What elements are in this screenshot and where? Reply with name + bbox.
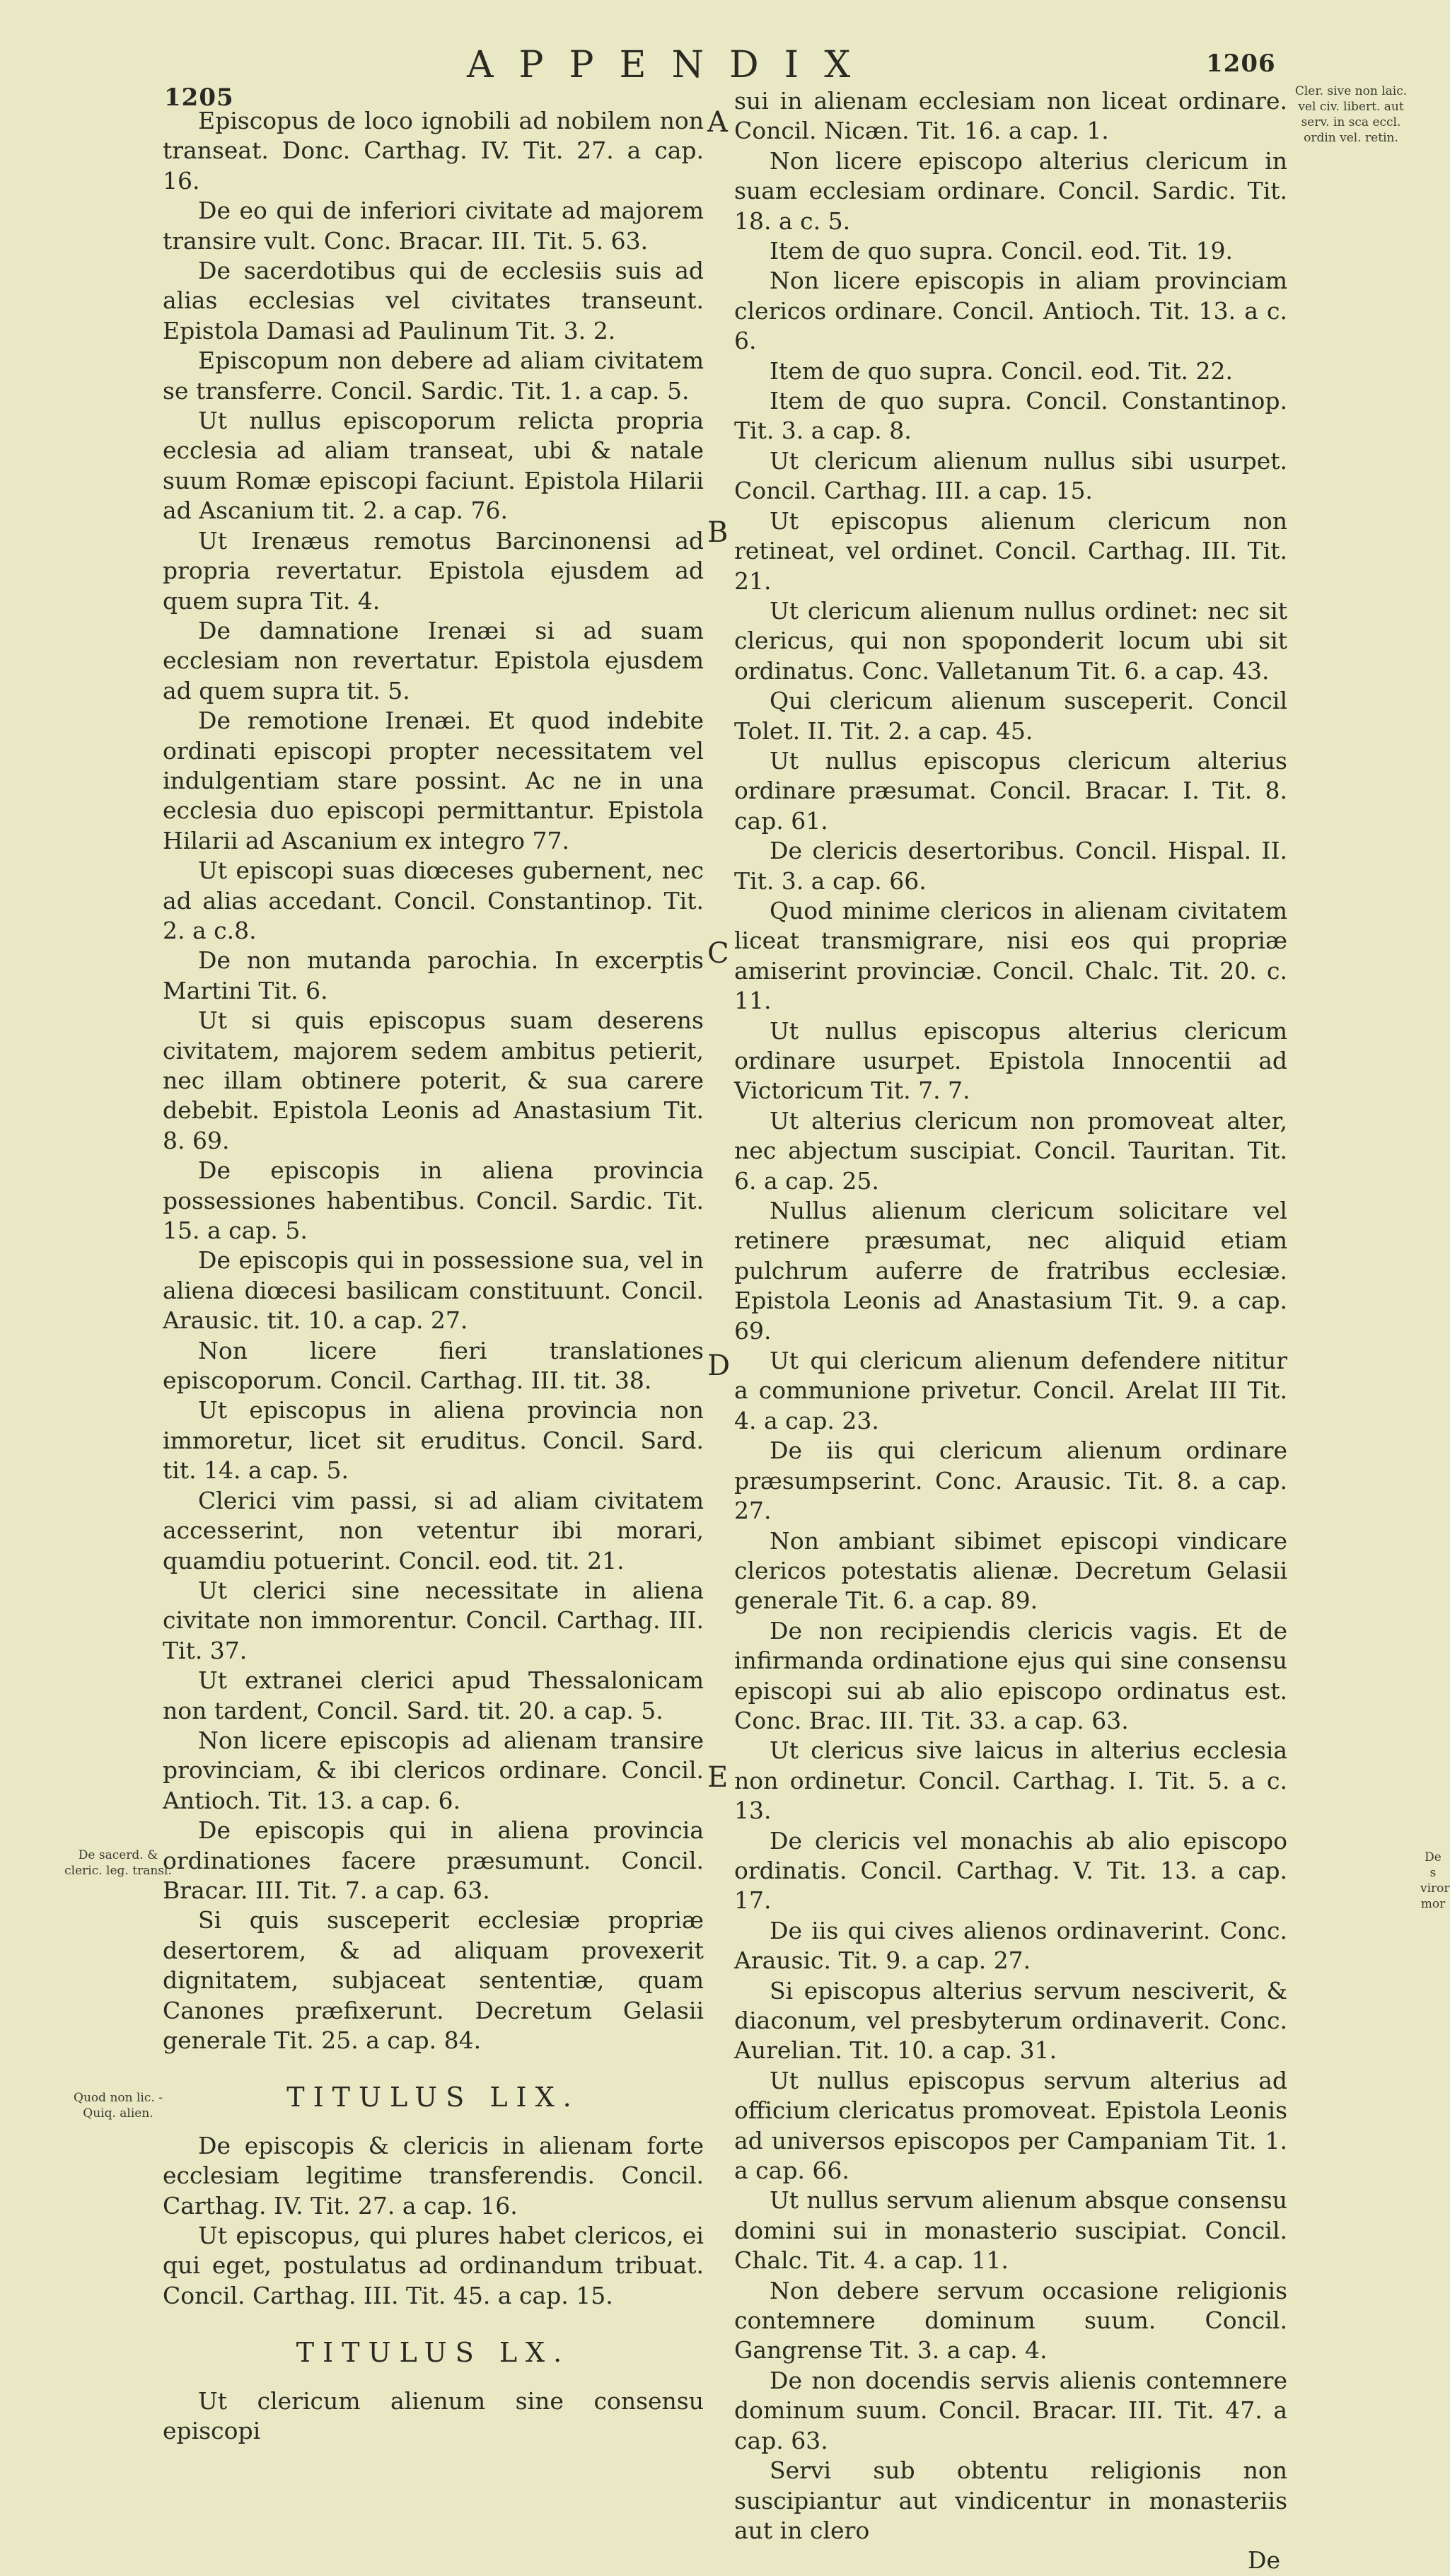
entry: Clerici vim passi, si ad aliam civitatem accesserint, non vetentur ibi morari, quamdiu potuerint. Concil. eod. tit. 21. (163, 1486, 704, 1574)
entry: Non licere episcopis in aliam provinciam clericos ordinare. Concil. Antioch. Tit. 13. a c. 6. (734, 267, 1287, 355)
entry: Episcopus de loco ignobili ad nobilem non transeat. Donc. Carthag. IV. Tit. 27. a cap. 16. (163, 107, 704, 195)
catchword: De (1248, 2546, 1280, 2575)
entry: De remotione Irenæi. Et quod indebite ordinati episcopi propter necessitatem vel indulgentiam stare possint. Ac ne in una ecclesia duo episcopi permittantur. Epistola Hilarii ad Ascanium ex integro 77. (163, 707, 704, 854)
entry: Non licere episcopis ad alienam transire provinciam, & ibi clericos ordinare. Concil. Antioch. Tit. 13. a cap. 6. (163, 1726, 704, 1814)
running-header: APPENDIX (467, 44, 876, 86)
titulus-lix-heading: TITULUS LIX. (286, 2082, 580, 2113)
entry: Non licere fieri translationes episcoporum. Concil. Carthag. III. tit. 38. (163, 1336, 704, 1395)
column-marker-c: C (707, 937, 729, 970)
entry: Ut clericum alienum sine consensu episcopi (163, 2386, 704, 2445)
entry: De iis qui cives alienos ordinaverint. Conc. Arausic. Tit. 9. a cap. 27. (734, 1916, 1287, 1975)
entry: De clericis desertoribus. Concil. Hispal. II. Tit. 3. a cap. 66. (734, 837, 1287, 895)
column-marker-e: E (707, 1761, 729, 1794)
entry: De episcopis in aliena provincia possessiones habentibus. Concil. Sardic. Tit. 15. a cap. 5. (163, 1156, 704, 1245)
entry: sui in alienam ecclesiam non liceat ordinare. Concil. Nicæn. Tit. 16. a cap. 1. (734, 87, 1287, 145)
entry: Ut clericum alienum nullus sibi usurpet. Concil. Carthag. III. a cap. 15. (734, 446, 1287, 505)
column-marker-d: D (707, 1350, 731, 1382)
entry: Ut nullus episcopus clericum alterius ordinare præsumat. Concil. Bracar. I. Tit. 8. cap. 61. (734, 746, 1287, 835)
left-column (163, 106, 704, 2446)
entry: Ut nullus servum alienum absque consensu domini sui in monasterio suscipiat. Concil. Chalc. Tit. 4. a cap. 11. (734, 2186, 1287, 2275)
entry: Ut episcopus in aliena provincia non immoretur, licet sit eruditus. Concil. Sard. tit. 14. a cap. 5. (163, 1396, 704, 1485)
page-number-right: 1206 (1206, 50, 1276, 78)
entry: De episcopis & clericis in alienam forte ecclesiam legitime transferendis. Concil. Carthag. IV. Tit. 27. a cap. 16. (163, 2131, 704, 2220)
entry: De clericis vel monachis ab alio episcopo ordinatis. Concil. Carthag. V. Tit. 13. a cap. 17. (734, 1826, 1287, 1915)
entry: Ut clericum alienum nullus ordinet: nec sit clericus, qui non spoponderit locum ubi sit ordinatus. Conc. Valletanum Tit. 6. a cap. 43. (734, 596, 1287, 685)
entry: Item de quo supra. Concil. Constantinop. Tit. 3. a cap. 8. (734, 387, 1287, 445)
margin-note-right-top: Cler. sive non laic. vel civ. libert. aut serv. in sca eccl. ordin vel. retin. (1294, 84, 1408, 145)
page-number-left: 1205 (164, 83, 234, 112)
entry: Ut Irenæus remotus Barcinonensi ad propria revertatur. Epistola ejusdem ad quem supra Tit. 4. (163, 526, 704, 615)
entry: Ut episcopus, qui plures habet clericos, ei qui eget, postulatus ad ordinandum tribuat. Concil. Carthag. III. Tit. 45. a cap. 15. (163, 2222, 704, 2309)
entry: Ut episcopi suas diœceses gubernent, nec ad alias accedant. Concil. Constantinop. Tit. 2. a c.8. (163, 857, 704, 944)
entry: Servi sub obtentu religionis non suscipiantur aut vindicentur in monasteriis aut in clero (734, 2456, 1287, 2544)
entry: Item de quo supra. Concil. eod. Tit. 19. (770, 237, 1233, 265)
entry: Ut episcopus alienum clericum non retineat, vel ordinet. Concil. Carthag. III. Tit. 21. (734, 506, 1287, 595)
entry: De episcopis qui in possessione sua, vel in aliena diœcesi basilicam constituunt. Concil. Arausic. tit. 10. a cap. 27. (163, 1246, 704, 1335)
entry: De episcopis qui in aliena provincia ordinationes facere præsumunt. Concil. Bracar. III. Tit. 7. a cap. 63. (163, 1816, 704, 1904)
right-column (734, 86, 1287, 2576)
entry: Ut nullus episcopus alterius clericum ordinare usurpet. Epistola Innocentii ad Victoricum Tit. 7. 7. (734, 1016, 1287, 1105)
entry: Non debere servum occasione religionis contemnere dominum suum. Concil. Gangrense Tit. 3. a cap. 4. (734, 2276, 1287, 2365)
column-marker-a: A (707, 106, 728, 139)
entry: Ut clerici sine necessitate in aliena civitate non immorentur. Concil. Carthag. III. Tit. 37. (163, 1576, 704, 1664)
entry: Ut alterius clericum non promoveat alter, nec abjectum suscipiat. Concil. Tauritan. Tit. 6. a cap. 25. (734, 1106, 1287, 1195)
entry: Ut clericus sive laicus in alterius ecclesia non ordinetur. Concil. Carthag. I. Tit. 5. a c. 13. (734, 1736, 1287, 1825)
margin-note-titulus-lx: Quod non lic. - Quiq. alien. (74, 2091, 163, 2120)
entry: De non docendis servis alienis contemnere dominum suum. Concil. Bracar. III. Tit. 47. a cap. 63. (734, 2366, 1287, 2454)
entry: Si episcopus alterius servum nesciverit, & diaconum, vel presbyterum ordinaverit. Conc. Aurelian. Tit. 10. a cap. 31. (734, 1976, 1287, 2065)
entry: De sacerdotibus qui de ecclesiis suis ad alias ecclesias vel civitates transeunt. Epistola Damasi ad Paulinum Tit. 3. 2. (163, 257, 704, 344)
entry: Non licere episcopo alterius clericum in suam ecclesiam ordinare. Concil. Sardic. Tit. 18. a c. 5. (734, 146, 1287, 235)
entry: De damnatione Irenæi si ad suam ecclesiam non revertatur. Epistola ejusdem ad quem supra tit. 5. (163, 616, 704, 704)
margin-note-right-bottom: De s viror mor (1420, 1850, 1450, 1911)
entry: Ut extranei clerici apud Thessalonicam non tardent, Concil. Sard. tit. 20. a cap. 5. (163, 1666, 704, 1724)
entry: Ut nullus episcopus servum alterius ad officium clericatus promoveat. Epistola Leonis ad universos episcopos per Campaniam Tit. 1. a cap. 66. (734, 2066, 1287, 2185)
entry: Episcopum non debere ad aliam civitatem se transferre. Concil. Sardic. Tit. 1. a cap. 5. (163, 347, 704, 405)
entry: De non recipiendis clericis vagis. Et de infirmanda ordinatione ejus qui sine consensu episcopi sui ab alio episcopo ordinatus est. Conc. Brac. III. Tit. 33. a cap. 63. (734, 1616, 1287, 1734)
entry: De non mutanda parochia. In excerptis Martini Tit. 6. (163, 946, 704, 1004)
entry: Si quis susceperit ecclesiæ propriæ desertorem, & ad aliquam provexerit dignitatem, subjaceat sententiæ, quam Canones præfixerunt. Decretum Gelasii generale Tit. 25. a cap. 84. (163, 1906, 704, 2054)
column-marker-b: B (707, 516, 729, 549)
entry: Non ambiant sibimet episcopi vindicare clericos potestatis alienæ. Decretum Gelasii generale Tit. 6. a cap. 89. (734, 1526, 1287, 1615)
entry: Nullus alienum clericum solicitare vel retinere præsumat, nec aliquid etiam pulchrum auferre de fratribus ecclesiæ. Epistola Leonis ad Anastasium Tit. 9. a cap. 69. (734, 1197, 1287, 1345)
margin-note-titulus-lix: De sacerd. & cleric. leg. transl. (64, 1848, 172, 1878)
entry: Ut qui clericum alienum defendere nititur a communione privetur. Concil. Arelat III Tit. 4. a cap. 23. (734, 1347, 1287, 1434)
titulus-lx-heading: TITULUS LX. (296, 2337, 571, 2369)
entry: Item de quo supra. Concil. eod. Tit. 22. (770, 356, 1233, 385)
entry: Ut si quis episcopus suam deserens civitatem, majorem sedem ambitus petierit, nec illam obtinere poterit, & sua carere debebit. Epistola Leonis ad Anastasium Tit. 8. 69. (163, 1006, 704, 1154)
entry: Ut nullus episcoporum relicta propria ecclesia ad aliam transeat, ubi & natale suum Romæ episcopi faciunt. Epistola Hilarii ad Ascanium tit. 2. a cap. 76. (163, 407, 704, 525)
entry: Quod minime clericos in alienam civitatem liceat transmigrare, nisi eos qui propriæ amiserint provinciæ. Concil. Chalc. Tit. 20. c. 11. (734, 896, 1287, 1015)
entry: Qui clericum alienum susceperit. Concil Tolet. II. Tit. 2. a cap. 45. (734, 687, 1287, 745)
entry: De eo qui de inferiori civitate ad majorem transire vult. Conc. Bracar. III. Tit. 5. 63. (163, 197, 704, 255)
entry: De iis qui clericum alienum ordinare præsumpserint. Conc. Arausic. Tit. 8. a cap. 27. (734, 1437, 1287, 1525)
